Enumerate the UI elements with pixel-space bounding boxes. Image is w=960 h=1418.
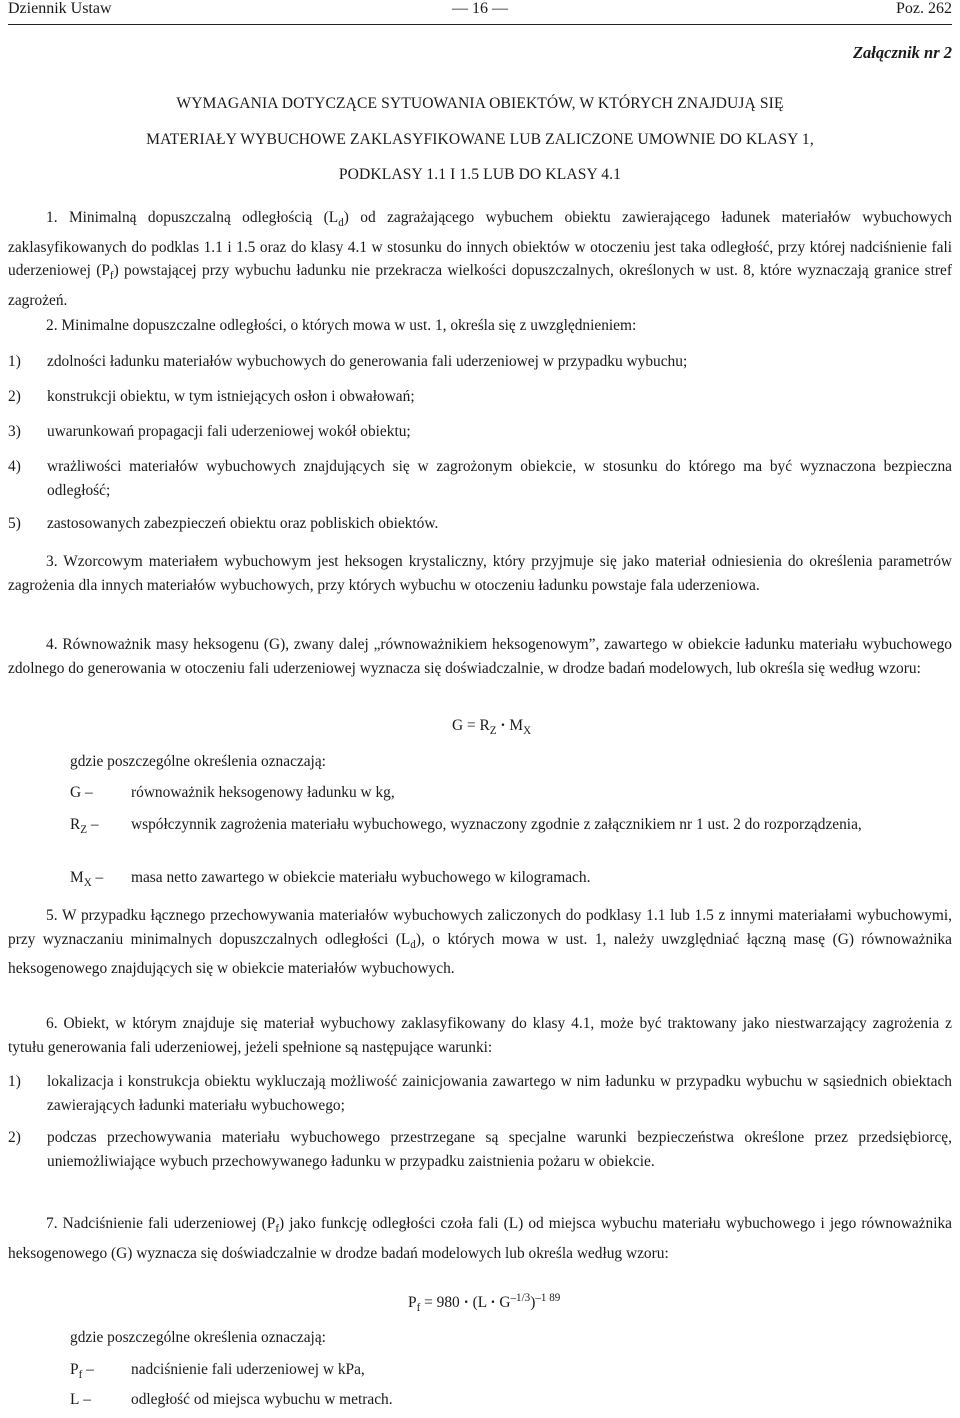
formula2-dot-2: · [490, 1294, 496, 1312]
list-number: 1) [8, 1073, 21, 1090]
document-title [8, 86, 952, 193]
list-item [8, 385, 952, 409]
list-number: 5) [8, 515, 21, 532]
title-line-3: PODKLASY 1.1 I 1.5 LUB DO KLASY 4.1 [338, 166, 622, 183]
list-text: konstrukcji obiektu, w tym istniejących osłon i obwałowań; [47, 388, 415, 405]
definition-text: równoważnik heksogenowy ładunku w kg, [131, 784, 395, 801]
p1-sub-b: f [109, 270, 114, 283]
paragraph-5 [8, 904, 952, 981]
list-item [8, 1070, 952, 1117]
formula2-dot: · [463, 1294, 469, 1312]
list-number: 2) [8, 388, 21, 405]
list-number: 2) [8, 1129, 21, 1146]
definitions-intro-2: gdzie poszczególne określenia oznaczają: [70, 1329, 326, 1346]
p5-sub: d [410, 938, 416, 951]
position-number: Poz. 262 [896, 0, 952, 17]
definition-symbol: $M_X$ – [70, 869, 104, 890]
definition-text: nadciśnienie fali uderzeniowej w kPa, [131, 1361, 365, 1378]
definition-row [70, 866, 952, 890]
p7-text-b: ) jako funkcję odległości czoła fali (L) od miejsca wybuchu materiału wybuchowego i jego równoważnika heksogenowego (G) wyznacza się doświadczalnie w drodze badań modelowych lub określa według wzoru: [8, 1215, 953, 1262]
page-header [8, 0, 952, 24]
definition-text: współczynnik zagrożenia materiału wybuchowego, wyznaczony zgodnie z załącznikiem nr 1 ust. 2 do rozporządzenia, [131, 816, 862, 833]
paragraph-4 [8, 633, 952, 680]
definition-symbol: $R_Z$ – [70, 816, 99, 837]
p2-text: 2. Minimalne dopuszczalne odległości, o których mowa w ust. 1, określa się z uwzględnieniem: [46, 317, 637, 334]
formula1-dot: · [500, 717, 506, 734]
journal-name: Dziennik Ustaw [8, 0, 112, 17]
paragraph-3 [8, 550, 952, 597]
p3-text: 3. Wzorcowym materiałem wybuchowym jest heksogen krystaliczny, który przyjmuje się jako materiał odniesienia do określenia parametrów zagrożenia dla innych materiałów wybuchowych, przy których wybuchu w otoczeniu ładunku powstaje fala uderzeniowa. [8, 553, 952, 594]
list-number: 4) [8, 458, 21, 475]
list-item [8, 1126, 952, 1173]
formula1-m: M [509, 717, 524, 734]
formula2-g-sup: –1/3 [510, 1292, 531, 1304]
list-item [8, 455, 952, 502]
p1-text-b: ) od zagrażającego wybuchem obiektu zawierającego ładunek materiałów wybuchowych zaklasyfikowanych do podklas 1.1 i 1.5 oraz do klasy 4.1 w stosunku do innych obiektów w otoczeniu jest taka odległość, przy której nadciśnienie fali uderzeniowej (P [8, 209, 952, 280]
p6-text: 6. Obiekt, w którym znajduje się materiał wybuchowy zaklasyfikowany do klasy 4.1, może być traktowany jako niestwarzający zagrożenia z tytułu generowania fali uderzeniowej, jeżeli spełnione są następujące warunki: [8, 1015, 952, 1056]
list-item [8, 350, 952, 374]
definition-row [70, 1358, 952, 1382]
formula2-exp: –1 89 [535, 1292, 561, 1304]
definition-row [70, 781, 952, 805]
formula1-lhs-sub: Z [489, 725, 497, 738]
formula2-g: G [495, 1294, 511, 1312]
p5-text-a: 5. W przypadku łącznego przechowywania materiałów wybuchowych zaliczonych do podklasy 1.1 lub 1.5 z innymi materiałami wybuchowymi, przy wyznaczaniu minimalnych dopuszczalnych odległości (L [8, 907, 952, 948]
definition-text: odległość od miejsca wybuchu w metrach. [131, 1391, 393, 1408]
definition-text: masa netto zawartego w obiekcie materiału wybuchowego w kilogramach. [131, 869, 591, 886]
list-text: wrażliwości materiałów wybuchowych znajdujących się w zagrożonym obiekcie, w stosunku do którego ma być wyznaczona bezpieczna odległość; [47, 458, 952, 499]
paragraph-6 [8, 1012, 952, 1059]
list-text: podczas przechowywania materiału wybuchowego przestrzegane są specjalne warunki bezpieczeństwa określone przez przedsiębiorcę, uniemożliwiające wybuch przechowywanego ładunku w przypadku zaistnienia pożaru w obiekcie. [47, 1129, 952, 1170]
formula2-close: ) [530, 1294, 536, 1312]
p1-text-c: ) powstającej przy wybuchu ładunku nie przekracza wielkości dopuszczalnych, określonych w ust. 8, które wyznaczają granice stref zagrożeń. [8, 262, 953, 309]
formula2-p: P [408, 1294, 417, 1312]
formula1-m-sub: X [523, 725, 532, 738]
formula2-eq: = 980 [420, 1294, 464, 1312]
list-number: 3) [8, 423, 21, 440]
p7-text-a: 7. Nadciśnienie fali uderzeniowej (P [46, 1215, 276, 1232]
definitions-intro: gdzie poszczególne określenia oznaczają: [70, 753, 326, 770]
list-number: 1) [8, 353, 21, 370]
definition-row [70, 813, 952, 837]
formula1-lhs: G = R [452, 717, 490, 734]
list-item [8, 512, 952, 536]
p5-text-b: ), o których mowa w ust. 1, należy uwzględniać łączną masę (G) równoważnika heksogenowego znajdujących się w obiekcie materiałów wybuchowych. [8, 930, 953, 978]
paragraph-2 [8, 314, 952, 338]
paragraph-7 [8, 1212, 952, 1265]
p1-text-a: 1. Minimalną dopuszczalną odległością (L [46, 209, 339, 226]
list-text: uwarunkowań propagacji fali uderzeniowej wokół obiektu; [47, 423, 411, 440]
list-text: zastosowanych zabezpieczeń obiektu oraz pobliskich obiektów. [47, 515, 439, 532]
header-rule [8, 24, 952, 25]
formula-overpressure [408, 1292, 560, 1314]
list-text: lokalizacja i konstrukcja obiektu wykluczają możliwość zainicjowania zawartego w nim ładunku w przypadku wybuchu w sąsiednich obiektach zawierających ładunki materiału wybuchowego; [47, 1073, 952, 1114]
formula-equivalent [452, 717, 531, 737]
paragraph-1 [8, 206, 952, 312]
p7-sub: f [275, 1223, 280, 1236]
formula2-open: (L [472, 1294, 491, 1312]
annex-label: Załącznik nr 2 [852, 43, 952, 62]
p1-sub-a: d [338, 217, 344, 230]
definition-row [70, 1388, 952, 1412]
definition-symbol: L – [70, 1391, 91, 1408]
list-text: zdolności ładunku materiałów wybuchowych do generowania fali uderzeniowej w przypadku wybuchu; [47, 353, 688, 370]
p4-text: 4. Równoważnik masy heksogenu (G), zwany dalej „równoważnikiem heksogenowym”, zawartego w obiekcie ładunku materiału wybuchowego zdolnego do generowania w otoczeniu fali uderzeniowej wyznacza się doświadczalnie, w drodze badań modelowych, lub określa się według wzoru: [8, 636, 952, 677]
definition-symbol: G – [70, 784, 93, 801]
list-item [8, 420, 952, 444]
formula2-p-sub: f [416, 1302, 421, 1315]
title-line-2: MATERIAŁY WYBUCHOWE ZAKLASYFIKOWANE LUB ZALICZONE UMOWNIE DO KLASY 1, [146, 130, 814, 148]
title-line-1: WYMAGANIA DOTYCZĄCE SYTUOWANIA OBIEKTÓW, W KTÓRYCH ZNAJDUJĄ SIĘ [176, 95, 784, 112]
page-number: — 16 — [452, 0, 508, 17]
definition-symbol: $P_f$ – [70, 1361, 94, 1382]
